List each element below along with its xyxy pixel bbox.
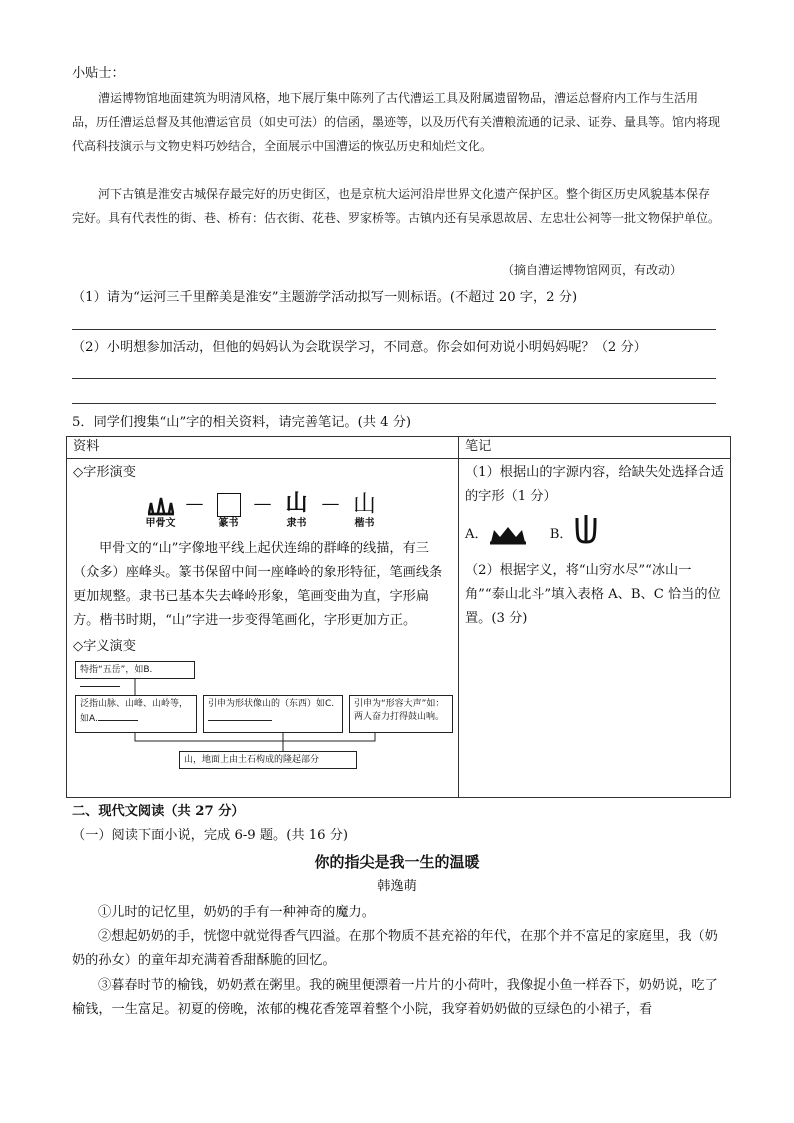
section-title: 二、现代文阅读（共 27 分）: [72, 804, 245, 819]
clerical-char: 山: [285, 491, 308, 516]
meaning-box-shape: [203, 695, 343, 733]
blank-a: [98, 711, 138, 721]
story-paragraph-2: ②想起奶奶的手，恍惚中就觉得香气四溢。在那个物质不甚充裕的年代，在那个并不富足的家庭里，我（奶奶的孙女）的童年却充满着香甜酥脆的回忆。: [72, 929, 718, 968]
blank-c: [208, 711, 272, 721]
question-5: 5．同学们搜集“山”字的相关资料，请完善笔记。(共 4 分): [72, 415, 412, 430]
meaning-box-shape-text: 引申为形状像山的（东西）如C.: [208, 699, 335, 709]
missing-glyph-box: [217, 493, 241, 517]
form-evolution-heading: ◇字形演变: [73, 465, 136, 480]
column-header-materials: 资料: [73, 439, 100, 454]
glyph-dash: —: [321, 493, 340, 514]
meaning-diagram: [67, 659, 458, 777]
glyph-dash: —: [253, 493, 272, 514]
regular-glyph: [343, 491, 387, 531]
regular-char: 山: [353, 491, 376, 517]
meaning-box-general-text: 泛指山脉、山峰、山岭等，如A.: [80, 699, 189, 724]
answer-line-3: [72, 403, 716, 404]
question-1: （1）请为“运河三千里醉美是淮安”主题游学活动拟写一则标语。(不超过 20 字，2 分): [72, 290, 578, 305]
meaning-box-loud: 引申为“形容大声”如：两人奋力打得鼓山响。: [349, 695, 453, 733]
tips-paragraph-2: 河下古镇是淮安古城保存最完好的历史街区，也是京杭大运河沿岸世界文化遗产保护区。整个街区历史风貌基本保存完好。具有代表性的街、巷、桥有：估衣街、花巷、罗家桥等。古镇内还有吴承恩故居、左忠壮公祠等一批文物保护单位。: [72, 187, 721, 225]
note-2: （2）根据字义，将“山穷水尽”“冰山一角”“泰山北斗”填入表格 A、B、C 恰当的位置。(3 分): [465, 563, 721, 626]
option-row: [459, 521, 730, 547]
form-evolution-text: 甲骨文的“山”字像地平线上起伏连绵的群峰的线描，有三（众多）座峰头。篆书保留中间一座峰岭的象形特征，笔画线条更加规整。隶书已基本失去峰岭形象，笔画变曲为直，字形扁方。楷书时期，“山”字进一步变得笔画化，字形更加方正。: [73, 541, 443, 628]
option-b-seal-glyph-icon: [573, 512, 599, 546]
oracle-glyph: [139, 495, 183, 531]
option-a-crown-glyph-icon: [488, 524, 528, 546]
clerical-glyph: [275, 491, 319, 531]
question-2: （2）小明想参加活动，但他的妈妈认为会耽误学习，不同意。你会如何劝说小明妈妈呢？（2 分）: [72, 340, 647, 355]
blank-b: [80, 677, 120, 687]
meaning-box-wuyue-text: 特指“五岳”，如B.: [80, 665, 153, 675]
column-header-notes: 笔记: [465, 439, 492, 454]
meaning-box-wuyue: [75, 661, 195, 679]
section-subtitle: （一）阅读下面小说，完成 6-9 题。(共 16 分): [72, 828, 349, 843]
answer-line-2: [72, 378, 716, 379]
tips-paragraph-1: 漕运博物馆地面建筑为明清风格，地下展厅集中陈列了古代漕运工具及附属遗留物品，漕运总督府内工作与生活用品，历任漕运总督及其他漕运官员（如史可法）的信函，墨迹等，以及历代有关漕粮流通的记录、证券、量具等。馆内将现代高科技演示与文物史料巧妙结合，全面展示中国漕运的恢弘历史和灿烂文化。: [72, 91, 721, 153]
meaning-box-root: 山，地面上由土石构成的隆起部分: [179, 751, 357, 769]
notes-table: [66, 436, 731, 798]
meaning-box-general: [75, 695, 197, 733]
option-b-label: B．: [549, 527, 573, 542]
glyph-label-oracle: 甲骨文: [145, 518, 176, 529]
meaning-evolution-heading: ◇字义演变: [73, 639, 136, 654]
glyph-dash: —: [185, 493, 204, 514]
glyph-label-clerical: 隶书: [286, 518, 307, 529]
tips-heading: 小贴士：: [72, 66, 125, 81]
option-a-label: A．: [465, 527, 488, 542]
glyph-label-seal: 篆书: [218, 518, 239, 529]
tips-source: （摘自漕运博物馆网页，有改动）: [501, 263, 682, 277]
seal-glyph: [207, 493, 251, 531]
story-paragraph-3: ③暮春时节的榆钱，奶奶煮在粥里。我的碗里便漂着一片片的小荷叶，我像捉小鱼一样吞下，奶奶说，吃了榆钱，一生富足。初夏的傍晚，浓郁的槐花香笼罩着整个小院，我穿着奶奶做的豆绿色的小裙子，看: [72, 978, 718, 1017]
story-author: 韩逸萌: [377, 879, 417, 894]
glyph-evolution-row: [67, 491, 458, 531]
note-1: （1）根据山的字源内容，给缺失处选择合适的字形（1 分）: [465, 465, 724, 504]
glyph-label-regular: 楷书: [354, 518, 375, 529]
notes-cell: [459, 459, 731, 798]
story-paragraph-1: ①儿时的记忆里，奶奶的手有一种神奇的魔力。: [98, 905, 375, 920]
materials-cell: [67, 459, 459, 798]
story-title: 你的指尖是我一生的温暖: [314, 853, 480, 871]
oracle-mountain-icon: [147, 495, 175, 517]
answer-line-1: [72, 329, 716, 330]
